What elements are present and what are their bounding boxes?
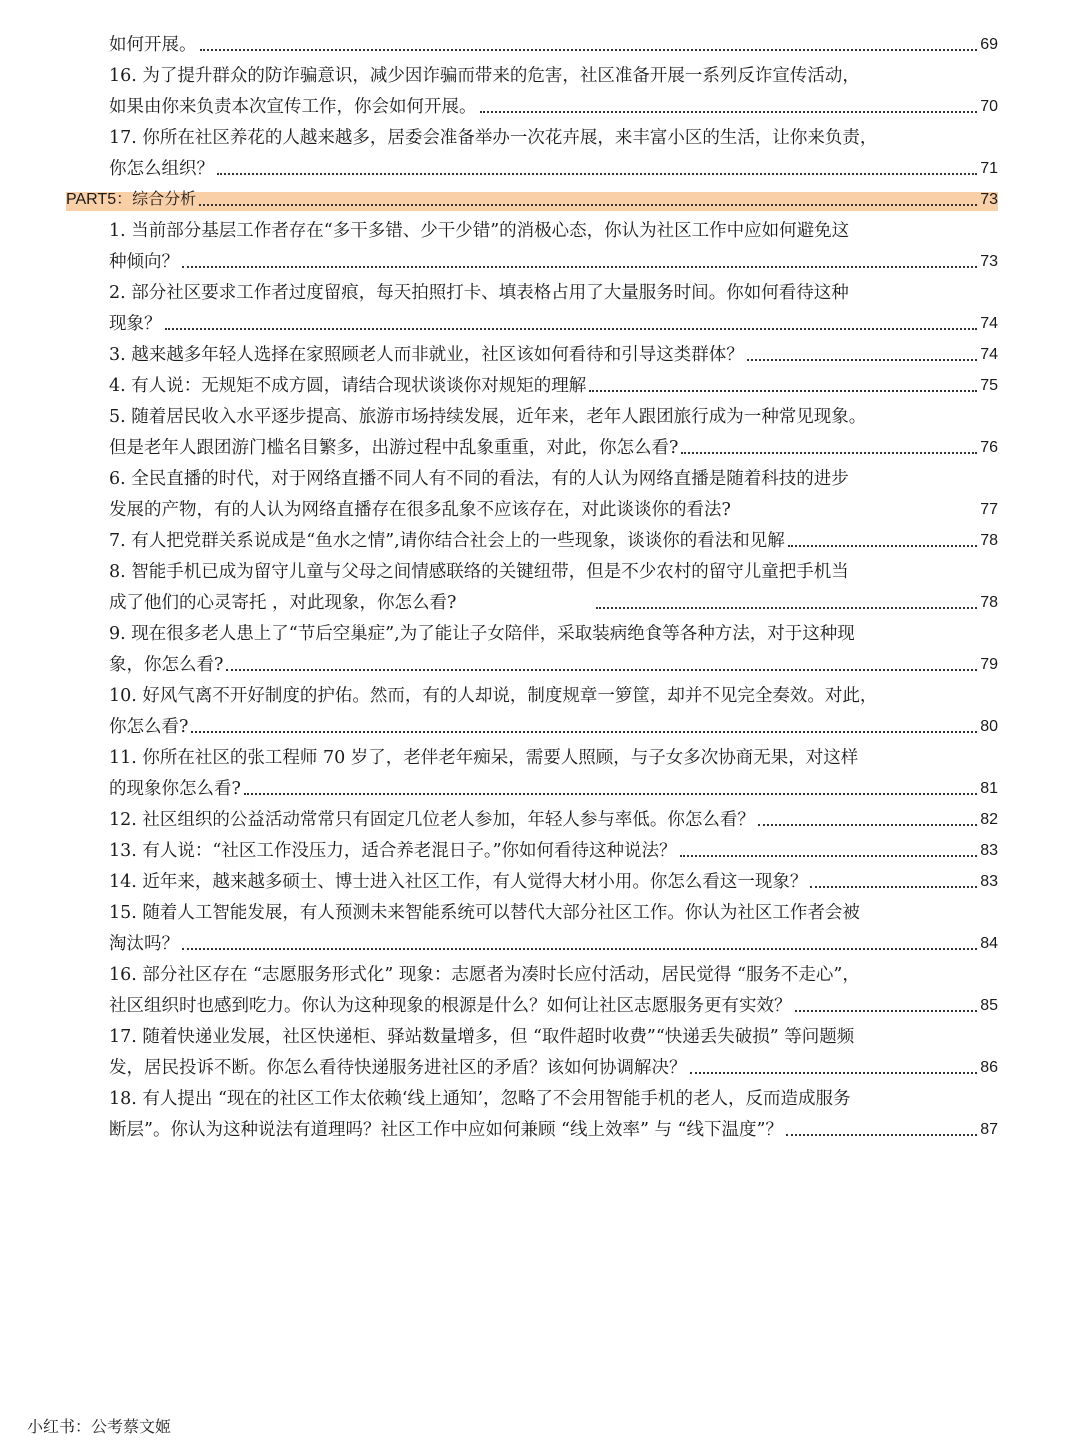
toc-line: 18. 有人提出 “现在的社区工作太依赖‘线上通知’，忽略了不会用智能手机的老人，反而造成服务: [109, 1089, 851, 1109]
page-number: 79: [980, 656, 998, 673]
toc-line: 16. 部分社区存在 “志愿服务形式化” 现象：志愿者为凑时长应付活动，居民觉得 “服务不走心”，: [109, 965, 860, 985]
toc-line: 7. 有人把党群关系说成是“鱼水之情”,请你结合社会上的一些现象，谈谈你的看法和见解 78: [109, 531, 998, 551]
dot-leader: [217, 173, 977, 175]
dot-leader: [199, 204, 977, 206]
toc-line: 10. 好风气离不开好制度的护佑。然而，有的人却说，制度规章一箩筐，却并不见完全奏效。对此，: [109, 686, 878, 706]
toc-line: 淘汰吗？ 84: [109, 934, 998, 954]
toc-line: 12. 社区组织的公益活动常常只有固定几位老人参加，年轻人参与率低。你怎么看？ 82: [109, 810, 998, 830]
toc-line: 如果由你来负责本次宣传工作，你会如何开展。 70: [109, 97, 998, 117]
dot-leader: [747, 359, 977, 361]
page-number: 74: [980, 315, 998, 332]
dot-leader: [734, 514, 977, 516]
page-number: 81: [980, 780, 998, 797]
toc-line: 4. 有人说：无规矩不成方圆，请结合现状谈谈你对规矩的理解 75: [109, 376, 998, 396]
page-number: 78: [980, 532, 998, 549]
dot-leader: [795, 1010, 978, 1012]
page-number: 76: [980, 439, 998, 456]
page-number: 74: [980, 346, 998, 363]
page-number: 85: [980, 997, 998, 1014]
toc-line: 如何开展。 69: [109, 35, 998, 55]
section-highlight: [66, 192, 998, 211]
dot-leader: [810, 886, 977, 888]
page-number: 77: [980, 501, 998, 518]
toc-line: 种倾向？ 73: [109, 252, 998, 272]
toc-line: 象，你怎么看? 79: [109, 655, 998, 675]
page-number: 73: [980, 253, 998, 270]
page-number: 78: [980, 594, 998, 611]
page-number: 75: [980, 377, 998, 394]
page-number: 70: [980, 98, 998, 115]
toc-line: 16. 为了提升群众的防诈骗意识，减少因诈骗而带来的危害，社区准备开展一系列反诈宣传活动，: [109, 66, 860, 86]
toc-line: 2. 部分社区要求工作者过度留痕，每天拍照打卡、填表格占用了大量服务时间。你如何看待这种: [109, 283, 849, 303]
dot-leader: [191, 731, 977, 733]
toc-line: 8. 智能手机已成为留守儿童与父母之间情感联络的关键纽带，但是不少农村的留守儿童把手机当: [109, 562, 849, 582]
page-number: 69: [980, 36, 998, 53]
dot-leader: [788, 545, 977, 547]
page-number: 86: [980, 1059, 998, 1076]
toc-line: 17. 你所在社区养花的人越来越多，居委会准备举办一次花卉展，来丰富小区的生活，让你来负责，: [109, 128, 878, 148]
toc-line: 成了他们的心灵寄托 ，对此现象，你怎么看? 78: [109, 593, 998, 613]
section-heading[interactable]: [0, 180, 1080, 211]
dot-leader: [182, 948, 977, 950]
table-of-contents: [0, 25, 1080, 1141]
toc-line: 5. 随着居民收入水平逐步提高、旅游市场持续发展，近年来，老年人跟团旅行成为一种常见现象。: [109, 407, 867, 427]
dot-leader: [589, 390, 977, 392]
dot-leader: [758, 824, 977, 826]
toc-line: 的现象你怎么看? 81: [109, 779, 998, 799]
toc-line: 3. 越来越多年轻人选择在家照顾老人而非就业，社区该如何看待和引导这类群体？ 74: [109, 345, 998, 365]
dot-leader: [681, 452, 977, 454]
toc-line: 9. 现在很多老人患上了“节后空巢症”,为了能让子女陪伴，采取装病绝食等各种方法，对于这种现: [109, 624, 855, 644]
toc-line: 现象？ 74: [109, 314, 998, 334]
toc-line: 17. 随着快递业发展，社区快递柜、驿站数量增多，但 “取件超时收费”“快递丢失破损” 等问题频: [109, 1027, 855, 1047]
page-number: 84: [980, 935, 998, 952]
page-number: 73: [980, 191, 998, 208]
section-title: PART5：综合分析: [66, 191, 197, 208]
dot-leader: [680, 855, 978, 857]
toc-line: 14. 近年来，越来越多硕士、博士进入社区工作，有人觉得大材小用。你怎么看这一现象？ 83: [109, 872, 998, 892]
dot-leader: [165, 328, 978, 330]
dot-leader: [596, 607, 977, 609]
page-number: 87: [980, 1121, 998, 1138]
toc-line: 但是老年人跟团游门槛名目繁多，出游过程中乱象重重，对此，你怎么看? 76: [109, 438, 998, 458]
toc-line: 你怎么看? 80: [109, 717, 998, 737]
page-number: 71: [980, 160, 998, 177]
page-number: 83: [980, 873, 998, 890]
dot-leader: [200, 49, 978, 51]
footer-credit: 小红书：公考蔡文姬: [27, 1417, 172, 1436]
dot-leader: [690, 1072, 978, 1074]
toc-line: 发，居民投诉不断。你怎么看待快递服务进社区的矛盾？该如何协调解决？ 86: [109, 1058, 998, 1078]
toc-line: 15. 随着人工智能发展，有人预测未来智能系统可以替代大部分社区工作。你认为社区工作者会被: [109, 903, 860, 923]
page-number: 82: [980, 811, 998, 828]
dot-leader: [182, 266, 977, 268]
dot-leader: [226, 669, 977, 671]
toc-line: 6. 全民直播的时代，对于网络直播不同人有不同的看法，有的人认为网络直播是随着科技的进步: [109, 469, 849, 489]
toc-line: 13. 有人说：“社区工作没压力，适合养老混日子。”你如何看待这种说法？ 83: [109, 841, 998, 861]
toc-line: 发展的产物，有的人认为网络直播存在很多乱象不应该存在，对此谈谈你的看法? 77: [109, 500, 998, 520]
toc-line: 1. 当前部分基层工作者存在“多干多错、少干少错”的消极心态，你认为社区工作中应如何避免这: [109, 221, 850, 241]
toc-line: 社区组织时也感到吃力。你认为这种现象的根源是什么？如何让社区志愿服务更有实效？ 85: [109, 996, 998, 1016]
dot-leader: [480, 111, 978, 113]
toc-line: 11. 你所在社区的张工程师 70 岁了，老伴老年痴呆，需要人照顾，与子女多次协商无果，对这样: [109, 748, 859, 768]
dot-leader: [786, 1134, 977, 1136]
toc-line: 断层”。你认为这种说法有道理吗？社区工作中应如何兼顾 “线上效率” 与 “线下温度”？ 87: [109, 1120, 998, 1140]
toc-line: 你怎么组织？ 71: [109, 159, 998, 179]
page-number: 83: [980, 842, 998, 859]
page-number: 80: [980, 718, 998, 735]
dot-leader: [244, 793, 977, 795]
